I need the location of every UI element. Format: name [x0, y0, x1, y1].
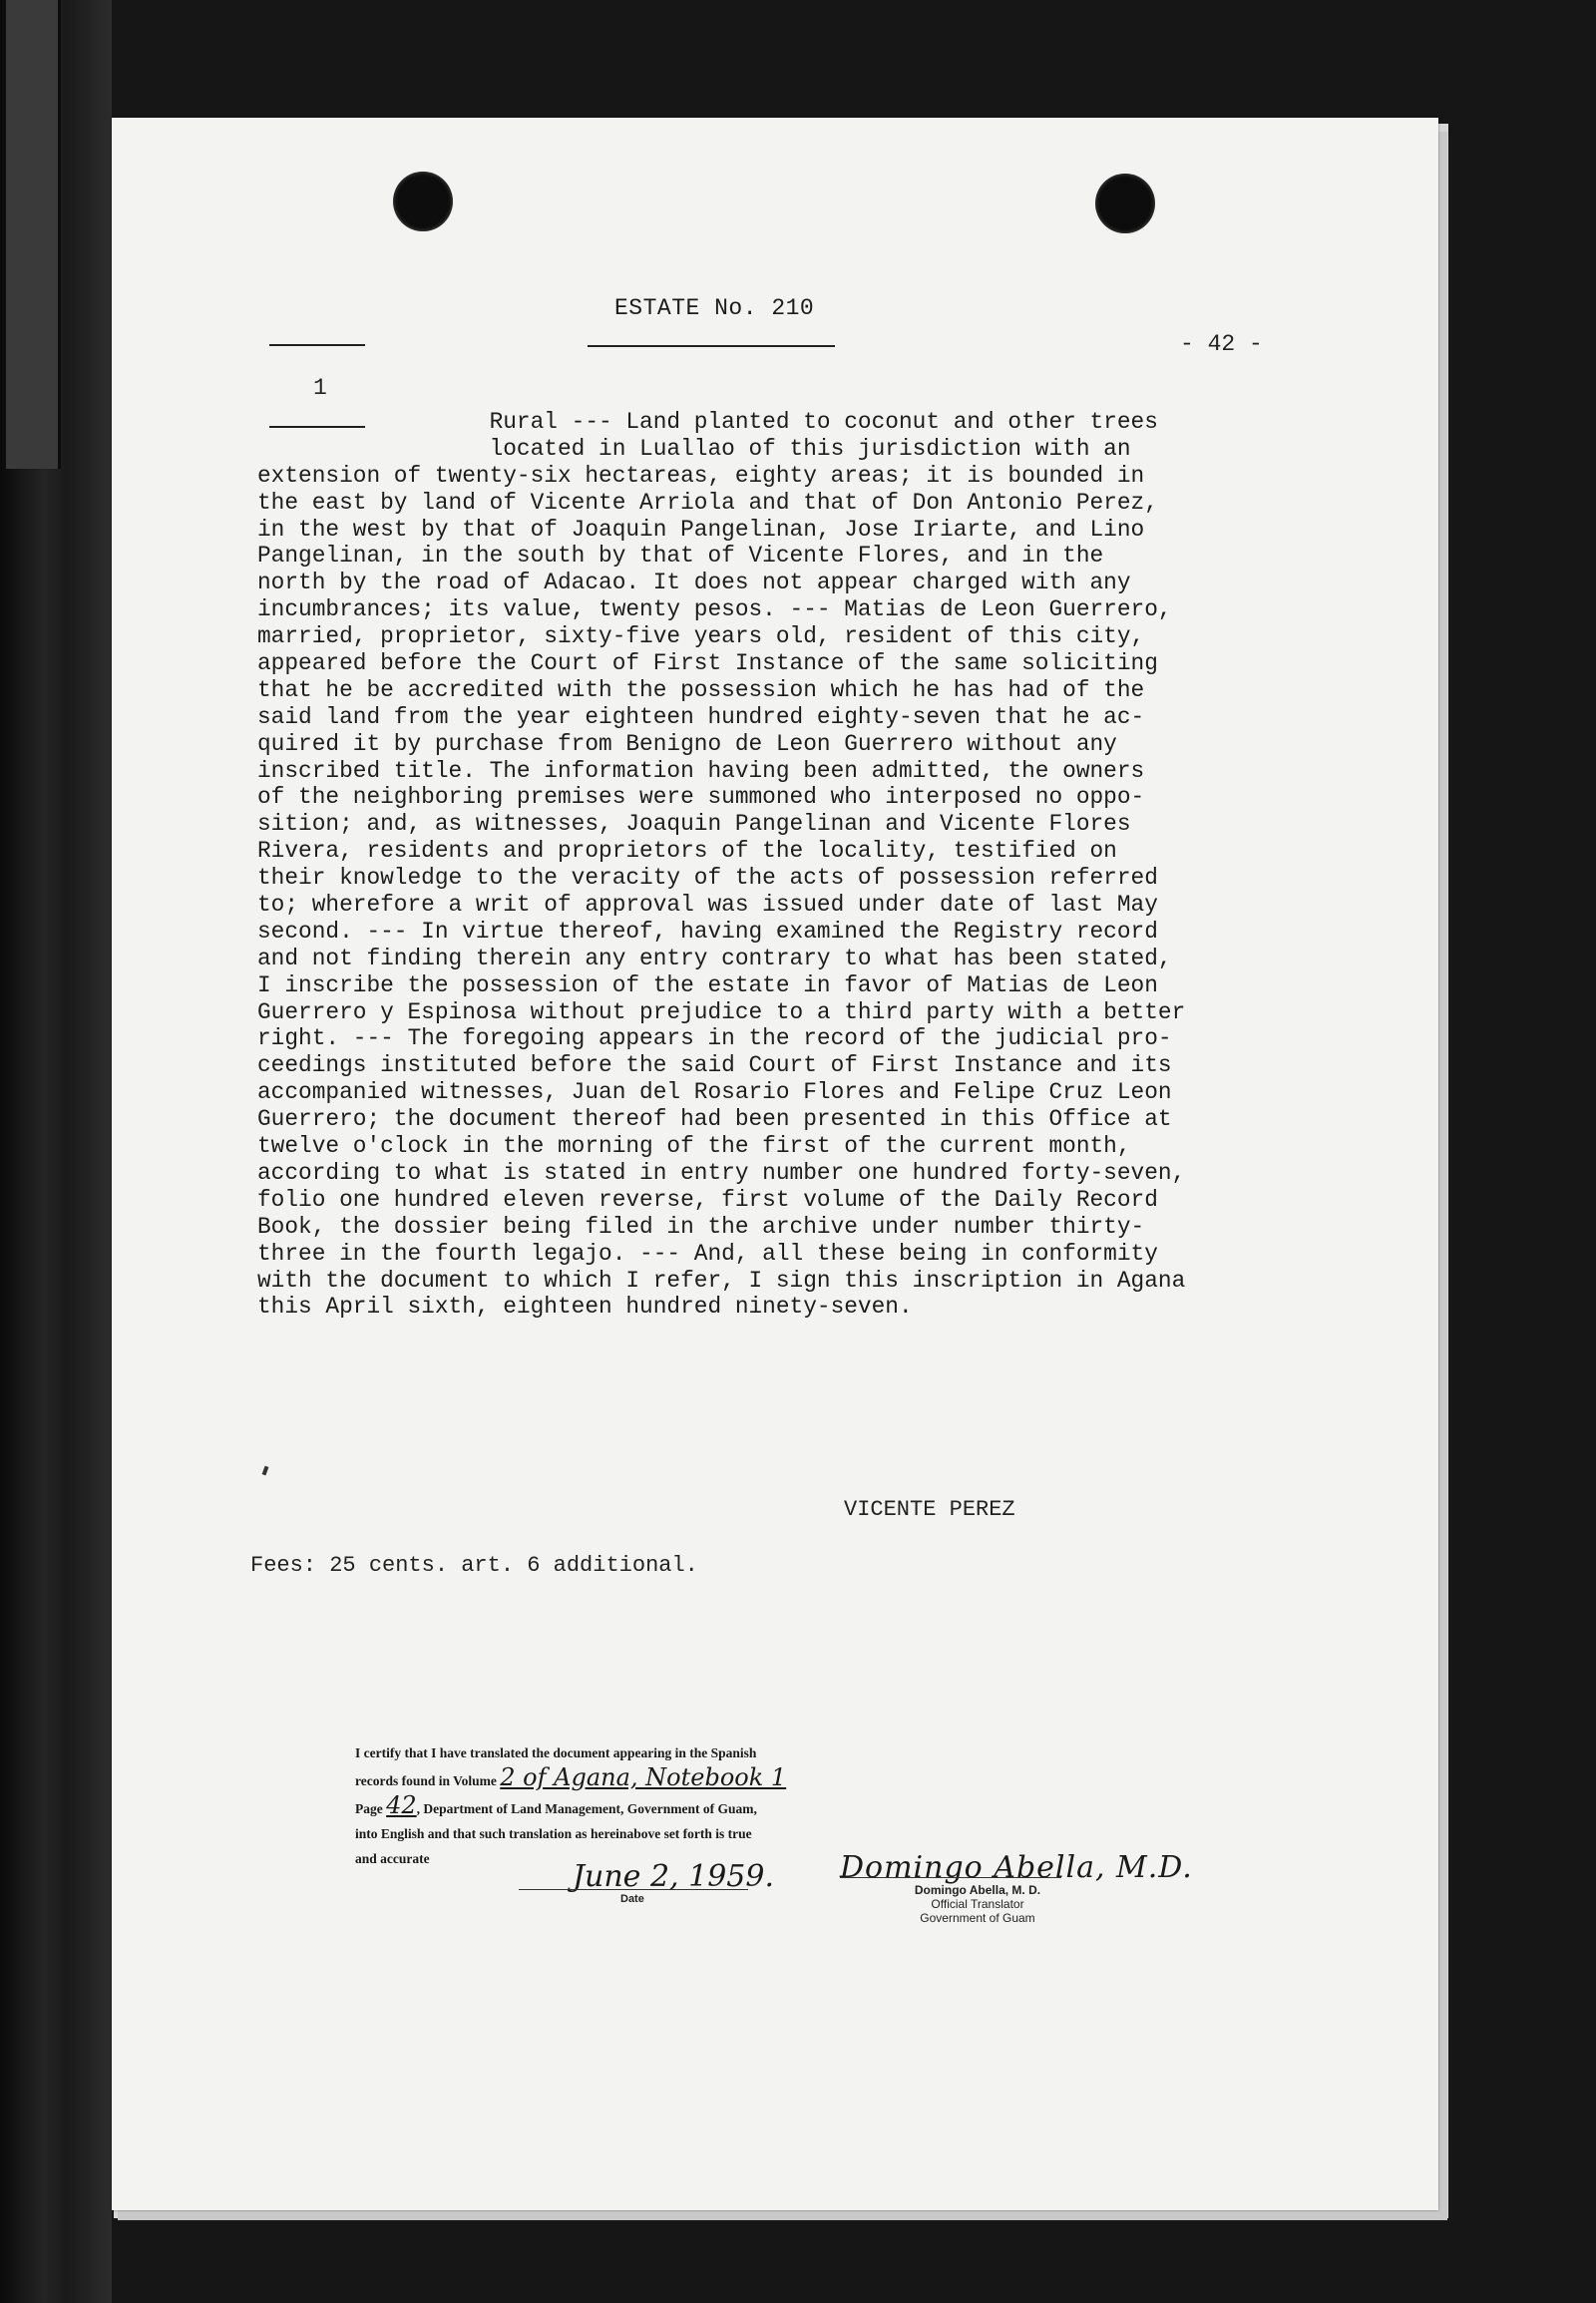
body-line: and not finding therein any entry contrary to what has been stated,	[257, 945, 1172, 971]
punch-hole-right	[1095, 174, 1155, 233]
cert-volume-label: records found in Volume	[355, 1773, 497, 1788]
body-line: ceedings instituted before the said Court of First Instance and its	[257, 1052, 1172, 1079]
signature-underline	[840, 1877, 1061, 1878]
body-line: Rural --- Land planted to coconut and other trees	[257, 409, 1158, 435]
body-line: second. --- In virtue thereof, having examined the Registry record	[257, 918, 1158, 945]
page-number: - 42 -	[1180, 331, 1263, 357]
body-line: Rivera, residents and proprietors of the locality, testified on	[257, 838, 1117, 865]
background-edge	[0, 0, 112, 2303]
cert-line-2	[355, 1765, 914, 1793]
body-line: inscribed title. The information having been admitted, the owners	[257, 757, 1145, 784]
body-line: appeared before the Court of First Instance of the same soliciting	[257, 650, 1158, 677]
translator-org: Government of Guam	[920, 1911, 1035, 1925]
inscription-body	[257, 409, 1335, 1321]
punch-hole-left	[393, 172, 453, 231]
body-line: twelve o'clock in the morning of the first of the current month,	[257, 1133, 1131, 1160]
cert-line-3	[355, 1793, 914, 1821]
body-line: located in Luallao of this jurisdiction with an	[257, 435, 1131, 462]
body-line: quired it by purchase from Benigno de Leon Guerrero without any	[257, 730, 1117, 757]
background-shelf	[6, 0, 61, 469]
body-line: Book, the dossier being filed in the archive under number thirty-	[257, 1213, 1145, 1240]
body-line: Guerrero; the document thereof had been presented in this Office at	[257, 1106, 1172, 1133]
body-line: folio one hundred eleven reverse, first volume of the Daily Record	[257, 1186, 1158, 1213]
date-label: Date	[620, 1893, 644, 1905]
signer-name: VICENTE PEREZ	[844, 1497, 1015, 1522]
cert-line-5: and accurate	[355, 1851, 430, 1866]
body-line: Pangelinan, in the south by that of Vicente Flores, and in the	[257, 543, 1104, 570]
body-line: to; wherefore a writ of approval was issued under date of last May	[257, 892, 1158, 919]
body-line: in the west by that of Joaquin Pangelinan, Jose Iriarte, and Lino	[257, 516, 1145, 543]
heading-rule-left	[269, 344, 365, 346]
body-line: the east by land of Vicente Arriola and that of Don Antonio Perez,	[257, 489, 1158, 516]
cert-volume-handwritten: 2 of Agana, Notebook 1	[500, 1763, 787, 1791]
body-line: married, proprietor, sixty-five years old, resident of this city,	[257, 623, 1145, 650]
body-line: of the neighboring premises were summoned who interposed no oppo-	[257, 784, 1145, 811]
cert-line-1: I certify that I have translated the document appearing in the Spanish	[355, 1745, 757, 1760]
translator-certification	[355, 1740, 914, 1871]
translator-title: Official Translator	[931, 1897, 1024, 1911]
body-line: three in the fourth legajo. --- And, all these being in conformity	[257, 1240, 1158, 1267]
date-underline	[519, 1889, 748, 1890]
cert-line-4: into English and that such translation as hereinabove set forth is true	[355, 1826, 752, 1841]
item-number: 1	[313, 375, 327, 401]
body-line: said land from the year eighteen hundred eighty-seven that he ac-	[257, 703, 1145, 730]
heading-rule-center	[588, 345, 835, 347]
body-line: that he be accredited with the possession which he has had of the	[257, 676, 1145, 703]
body-line: incumbrances; its value, twenty pesos. --- Matias de Leon Guerrero,	[257, 596, 1172, 623]
body-line: their knowledge to the veracity of the acts of possession referred	[257, 865, 1158, 892]
certification-date: June 2, 1959.	[573, 1859, 775, 1894]
body-line: according to what is stated in entry number one hundred forty-seven,	[257, 1159, 1186, 1186]
body-line: with the document to which I refer, I sign this inscription in Agana	[257, 1267, 1186, 1294]
body-line: accompanied witnesses, Juan del Rosario Flores and Felipe Cruz Leon	[257, 1079, 1172, 1106]
translator-signature: Domingo Abella, M.D.	[840, 1850, 1193, 1885]
cert-department: , Department of Land Management, Government of Guam,	[416, 1801, 757, 1816]
translator-block	[878, 1883, 1077, 1925]
translator-name: Domingo Abella, M. D.	[914, 1883, 1041, 1897]
fees-line: Fees: 25 cents. art. 6 additional.	[250, 1553, 698, 1578]
body-line: north by the road of Adacao. It does not appear charged with any	[257, 570, 1131, 596]
body-line: Guerrero y Espinosa without prejudice to a third party with a better	[257, 998, 1186, 1025]
body-line: extension of twenty-six hectareas, eighty areas; it is bounded in	[257, 462, 1145, 489]
body-line: right. --- The foregoing appears in the record of the judicial pro-	[257, 1025, 1172, 1052]
cert-page-label: Page	[355, 1801, 383, 1816]
body-line: sition; and, as witnesses, Joaquin Pangelinan and Vicente Flores	[257, 811, 1131, 838]
body-line: this April sixth, eighteen hundred ninety-seven.	[257, 1294, 913, 1321]
estate-heading: ESTATE No. 210	[614, 295, 815, 321]
body-line: I inscribe the possession of the estate in favor of Matias de Leon	[257, 971, 1158, 998]
cert-page-handwritten: 42	[386, 1791, 417, 1819]
